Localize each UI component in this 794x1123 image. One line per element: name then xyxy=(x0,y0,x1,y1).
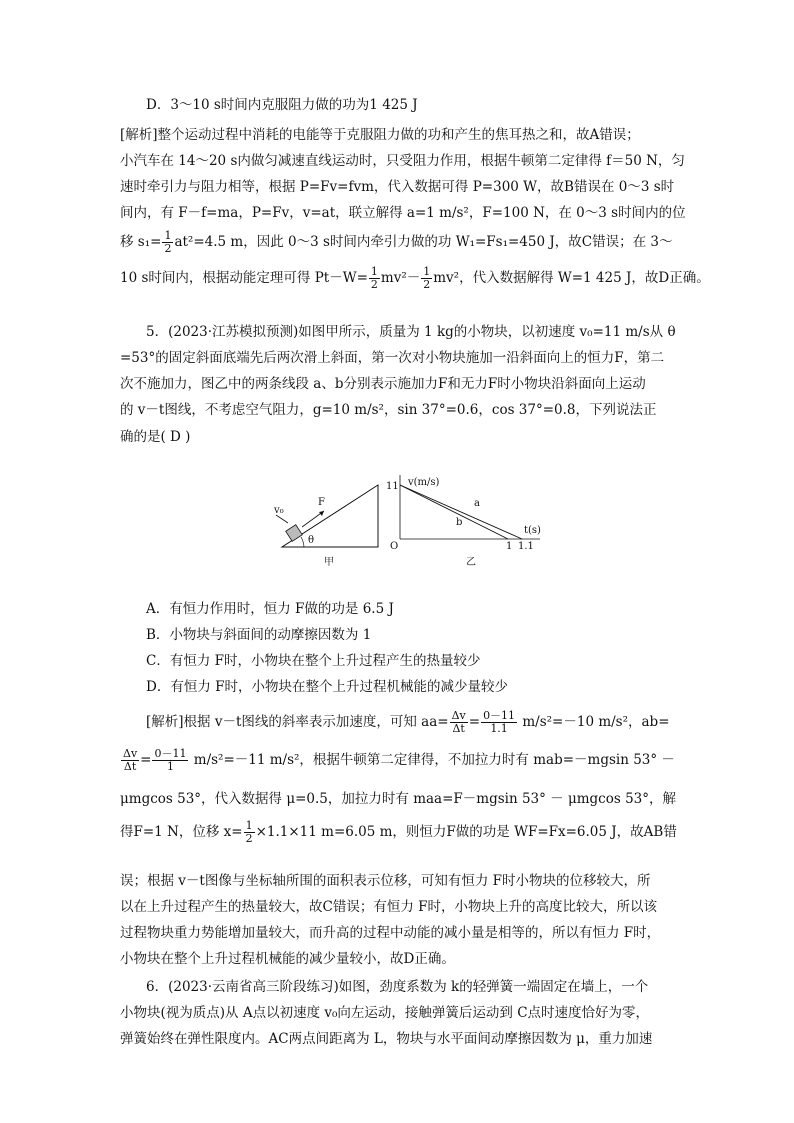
option-c: C．有恒力 F时，小物块在整个上升过程产生的热量较少 xyxy=(146,653,481,669)
force-arrowhead xyxy=(319,511,324,516)
fraction-numerator: 1 xyxy=(245,819,253,832)
fraction-numerator: 1 xyxy=(370,265,378,278)
figure-incline-and-vt-graph xyxy=(268,475,548,585)
analysis1-line5 xyxy=(120,230,680,255)
q5-line2: =53°的固定斜面底端先后两次滑上斜面，第一次对小物块施加一沿斜面向上的恒力F，第二 xyxy=(120,350,665,366)
q5-line5: 确的是( D ) xyxy=(120,429,191,445)
label-F: F xyxy=(318,497,325,508)
analysis1-line6a: 10 s时间内，根据动能定理可得 Pt－W= xyxy=(120,270,368,286)
analysis2-line2 xyxy=(120,748,680,773)
analysis2-line1b: m/s²=－10 m/s²，ab= xyxy=(518,714,670,730)
analysis2-line1 xyxy=(146,710,706,735)
q6-line3: 弹簧始终在弹性限度内。AC两点间距离为 L，物块与水平面间动摩擦因数为 μ，重力加速 xyxy=(120,1031,653,1047)
option-d-previous: D．3～10 s时间内克服阻力做的功为1 425 J xyxy=(146,97,418,113)
caption-jia: 甲 xyxy=(324,557,334,568)
figure-left-incline xyxy=(273,485,378,568)
analysis2-line6: 以在上升过程产生的热量较大，故C错误；有恒力 F时，小物块上升的高度比较大，所以该 xyxy=(120,899,657,915)
label-a: a xyxy=(474,498,480,509)
fraction-numerator: 0－11 xyxy=(154,747,187,760)
q5-line1: 5．(2023·江苏模拟预测)如图甲所示，质量为 1 kg的小物块，以初速度 v₀=11 m/s从 θ xyxy=(146,324,676,340)
equals-sign: = xyxy=(468,714,481,730)
label-v0: v₀ xyxy=(274,505,284,516)
y-axis-label: v(m/s) xyxy=(408,477,440,488)
fraction-denominator: 2 xyxy=(164,242,172,255)
fraction-numerator: 1 xyxy=(164,229,172,242)
fraction-denominator: 2 xyxy=(423,278,431,291)
block xyxy=(286,525,303,542)
analysis1-line5a: 移 s₁= xyxy=(120,234,162,250)
velocity-arrow xyxy=(276,515,288,523)
analysis2-line8: 小物块在整个上升过程机械能的减少量较小，故D正确。 xyxy=(120,951,455,967)
analysis1-line6 xyxy=(120,265,710,291)
analysis1-line6b: mv²－ xyxy=(380,270,421,286)
fraction-dv-dt xyxy=(121,748,139,773)
x-axis-label: t(s) xyxy=(524,525,541,536)
fraction-half xyxy=(244,820,255,845)
option-b: B．小物块与斜面间的动摩擦因数为 1 xyxy=(146,627,372,643)
line-a xyxy=(400,485,522,539)
fraction-denominator: 1.1 xyxy=(490,722,508,735)
fraction-numerator: Δv xyxy=(451,709,466,722)
tick-11: 11 xyxy=(386,481,399,492)
analysis2-line7: 过程物块重力势能增加量较大，而升高的过程中动能的减小量是相等的，所以有恒力 F时， xyxy=(120,925,661,941)
analysis1-line5b: at²=4.5 m，因此 0～3 s时间内牵引力做的功 W₁=Fs₁=450 J，故C错误；在 3～ xyxy=(174,234,673,250)
analysis1-line1: [解析]整个运动过程中消耗的电能等于克服阻力做的功和产生的焦耳热之和，故A错误； xyxy=(120,127,640,143)
analysis1-line3: 速时牵引力与阻力相等，根据 P=Fv=fvm，代入数据可得 P=300 W，故B错误在 0～3 s时 xyxy=(120,179,675,195)
analysis2-line3: μmgcos 53°，代入数据得 μ=0.5，加拉力时有 maa=F－mgsin 53° － μmgcos 53°，解 xyxy=(120,791,677,807)
fraction-half xyxy=(162,230,173,255)
analysis2-line4b: ×1.1×11 m=6.05 m，则恒力F做的功是 WF=Fx=6.05 J，故AB错 xyxy=(255,824,677,840)
line-b xyxy=(400,485,508,539)
fraction-denominator: 2 xyxy=(370,278,378,291)
fraction-half xyxy=(369,266,380,291)
fraction-denominator: 1 xyxy=(166,760,174,773)
q5-line4: 的 v－t图线，不考虑空气阻力，g=10 m/s²，sin 37°=0.6，cos 37°=0.8，下列说法正 xyxy=(120,402,657,418)
analysis1-line2: 小汽车在 14～20 s内做匀减速直线运动时，只受阻力作用，根据牛顿第二定律得 f＝50 N，匀 xyxy=(120,153,685,169)
fraction-half xyxy=(421,266,432,291)
fraction-value xyxy=(481,710,517,735)
analysis1-line4: 间内，有 F－f=ma，P=Fv，v=at，联立解得 a=1 m/s²，F=100 N，在 0～3 s时间内的位 xyxy=(120,205,686,221)
angle-arc xyxy=(301,537,304,547)
fraction-numerator: 0－11 xyxy=(483,709,516,722)
analysis2-line2b: m/s²=－11 m/s²，根据牛顿第二定律得，不加拉力时有 mab=－mgsin 53° － xyxy=(189,752,675,768)
fraction-denominator: Δt xyxy=(452,722,465,735)
analysis2-line1a: [解析]根据 v－t图线的斜率表示加速度，可知 aa= xyxy=(146,714,449,730)
fraction-numerator: Δv xyxy=(123,747,138,760)
figure-right-vt-graph xyxy=(386,475,541,568)
q6-line1: 6．(2023·云南省高三阶段练习)如图，劲度系数为 k的轻弹簧一端固定在墙上，一个 xyxy=(146,979,649,995)
analysis2-line4 xyxy=(120,820,680,845)
analysis2-line5: 误；根据 v－t图像与坐标轴所围的面积表示位移，可知有恒力 F时小物块的位移较大，所 xyxy=(120,873,651,889)
label-theta: θ xyxy=(308,535,315,546)
tick-1-1: 1.1 xyxy=(518,541,534,552)
fraction-dv-dt xyxy=(450,710,468,735)
option-d: D．有恒力 F时，小物块在整个上升过程机械能的减少量较少 xyxy=(146,679,508,695)
q5-line3: 次不施加力，图乙中的两条线段 a、b分别表示施加力F和无力F时小物块沿斜面向上运动 xyxy=(120,376,646,392)
q6-line2: 小物块(视为质点)从 A点以初速度 v₀向左运动，接触弹簧后运动到 C点时速度恰好为零， xyxy=(120,1005,650,1021)
label-b: b xyxy=(456,517,463,528)
analysis2-line4a: 得F=1 N，位移 x= xyxy=(120,824,243,840)
caption-yi: 乙 xyxy=(466,557,476,568)
fraction-denominator: 2 xyxy=(245,832,253,845)
equals-sign: = xyxy=(140,752,152,768)
fraction-value xyxy=(152,748,188,773)
analysis1-line6c: mv²，代入数据解得 W=1 425 J，故D正确。 xyxy=(433,270,710,286)
fraction-denominator: Δt xyxy=(123,760,137,773)
option-a: A．有恒力作用时，恒力 F做的功是 6.5 J xyxy=(146,601,394,617)
origin-label: O xyxy=(390,541,399,552)
fraction-numerator: 1 xyxy=(423,265,431,278)
tick-1: 1 xyxy=(506,541,513,552)
